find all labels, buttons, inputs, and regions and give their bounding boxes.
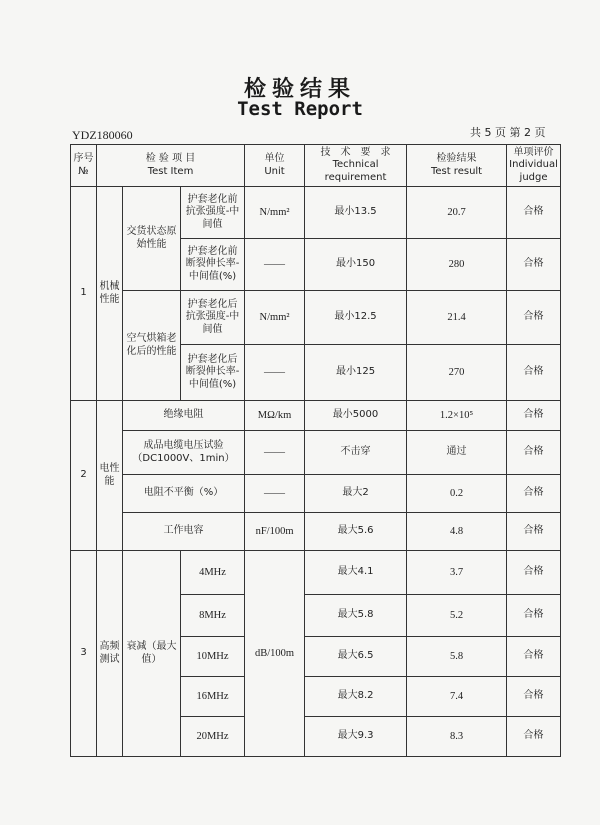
requirement-cell: 最大2 — [305, 475, 407, 513]
header-item: 检 验 项 目 Test Item — [97, 145, 245, 187]
judge-cell: 合格 — [507, 551, 561, 595]
requirement-cell: 最大5.8 — [305, 595, 407, 637]
result-cell: 7.4 — [407, 677, 507, 717]
requirement-cell: 最大9.3 — [305, 717, 407, 757]
requirement-cell: 最小5000 — [305, 401, 407, 431]
item-name: 绝缘电阻 — [123, 401, 245, 431]
result-cell: 21.4 — [407, 291, 507, 345]
judge-cell: 合格 — [507, 717, 561, 757]
header-row — [71, 145, 561, 187]
table-row — [71, 513, 561, 551]
title-english: Test Report — [237, 98, 363, 120]
requirement-cell: 最大5.6 — [305, 513, 407, 551]
requirement-cell: 最小13.5 — [305, 187, 407, 239]
judge-cell: 合格 — [507, 513, 561, 551]
judge-cell: 合格 — [507, 401, 561, 431]
result-cell: 8.3 — [407, 717, 507, 757]
unit-cell: dB/100m — [245, 551, 305, 757]
result-cell: 270 — [407, 345, 507, 401]
judge-cell: 合格 — [507, 187, 561, 239]
page-info: 共 5 页 第 2 页 — [470, 126, 546, 139]
table-row — [71, 551, 561, 595]
header-requirement: 技 术 要 求 Technical requirement — [305, 145, 407, 187]
item-name: 护套老化前断裂伸长率-中间值(%) — [181, 239, 245, 291]
table-row — [71, 291, 561, 345]
unit-cell: —— — [245, 345, 305, 401]
result-cell: 1.2×10⁵ — [407, 401, 507, 431]
table-row — [71, 475, 561, 513]
item-name: 16MHz — [181, 677, 245, 717]
result-cell: 3.7 — [407, 551, 507, 595]
header-no: 序号 № — [71, 145, 97, 187]
judge-cell: 合格 — [507, 431, 561, 475]
group-number: 1 — [71, 187, 97, 401]
result-cell: 4.8 — [407, 513, 507, 551]
document-number: YDZ180060 — [72, 128, 133, 142]
item-name: 10MHz — [181, 637, 245, 677]
table-row — [71, 187, 561, 239]
item-name: 护套老化前抗张强度-中间值 — [181, 187, 245, 239]
requirement-cell: 最小150 — [305, 239, 407, 291]
table-row — [71, 431, 561, 475]
group-name: 高频测试 — [97, 551, 123, 757]
unit-cell: N/mm² — [245, 187, 305, 239]
item-name: 护套老化后断裂伸长率-中间值(%) — [181, 345, 245, 401]
judge-cell: 合格 — [507, 677, 561, 717]
result-cell: 0.2 — [407, 475, 507, 513]
test-report-body — [70, 144, 561, 757]
item-name: 成品电缆电压试验（DC1000V、1min） — [123, 431, 245, 475]
unit-cell: —— — [245, 239, 305, 291]
group-number: 3 — [71, 551, 97, 757]
title-chinese: 检验结果 — [243, 77, 356, 102]
subgroup-name: 交货状态原始性能 — [123, 187, 181, 291]
unit-cell: —— — [245, 431, 305, 475]
requirement-cell: 最大4.1 — [305, 551, 407, 595]
judge-cell: 合格 — [507, 475, 561, 513]
result-cell: 通过 — [407, 431, 507, 475]
group-name: 机械性能 — [97, 187, 123, 401]
subgroup-name: 衰减（最大值） — [123, 551, 181, 757]
item-name: 护套老化后抗张强度-中间值 — [181, 291, 245, 345]
group-name: 电性能 — [97, 401, 123, 551]
group-number: 2 — [71, 401, 97, 551]
item-name: 8MHz — [181, 595, 245, 637]
item-name: 20MHz — [181, 717, 245, 757]
unit-cell: MΩ/km — [245, 401, 305, 431]
requirement-cell: 最小12.5 — [305, 291, 407, 345]
subgroup-name: 空气烘箱老化后的性能 — [123, 291, 181, 401]
result-cell: 20.7 — [407, 187, 507, 239]
judge-cell: 合格 — [507, 291, 561, 345]
requirement-cell: 最大6.5 — [305, 637, 407, 677]
header-judge: 单项评价 Individual judge — [507, 145, 561, 187]
requirement-cell: 最大8.2 — [305, 677, 407, 717]
judge-cell: 合格 — [507, 239, 561, 291]
item-name: 工作电容 — [123, 513, 245, 551]
header-unit: 单位 Unit — [245, 145, 305, 187]
judge-cell: 合格 — [507, 595, 561, 637]
item-name: 4MHz — [181, 551, 245, 595]
unit-cell: N/mm² — [245, 291, 305, 345]
item-name: 电阻不平衡（%） — [123, 475, 245, 513]
unit-cell: —— — [245, 475, 305, 513]
requirement-cell: 不击穿 — [305, 431, 407, 475]
table-row — [71, 401, 561, 431]
result-cell: 5.2 — [407, 595, 507, 637]
header-result: 检验结果 Test result — [407, 145, 507, 187]
judge-cell: 合格 — [507, 637, 561, 677]
unit-cell: nF/100m — [245, 513, 305, 551]
result-cell: 5.8 — [407, 637, 507, 677]
judge-cell: 合格 — [507, 345, 561, 401]
requirement-cell: 最小125 — [305, 345, 407, 401]
result-cell: 280 — [407, 239, 507, 291]
